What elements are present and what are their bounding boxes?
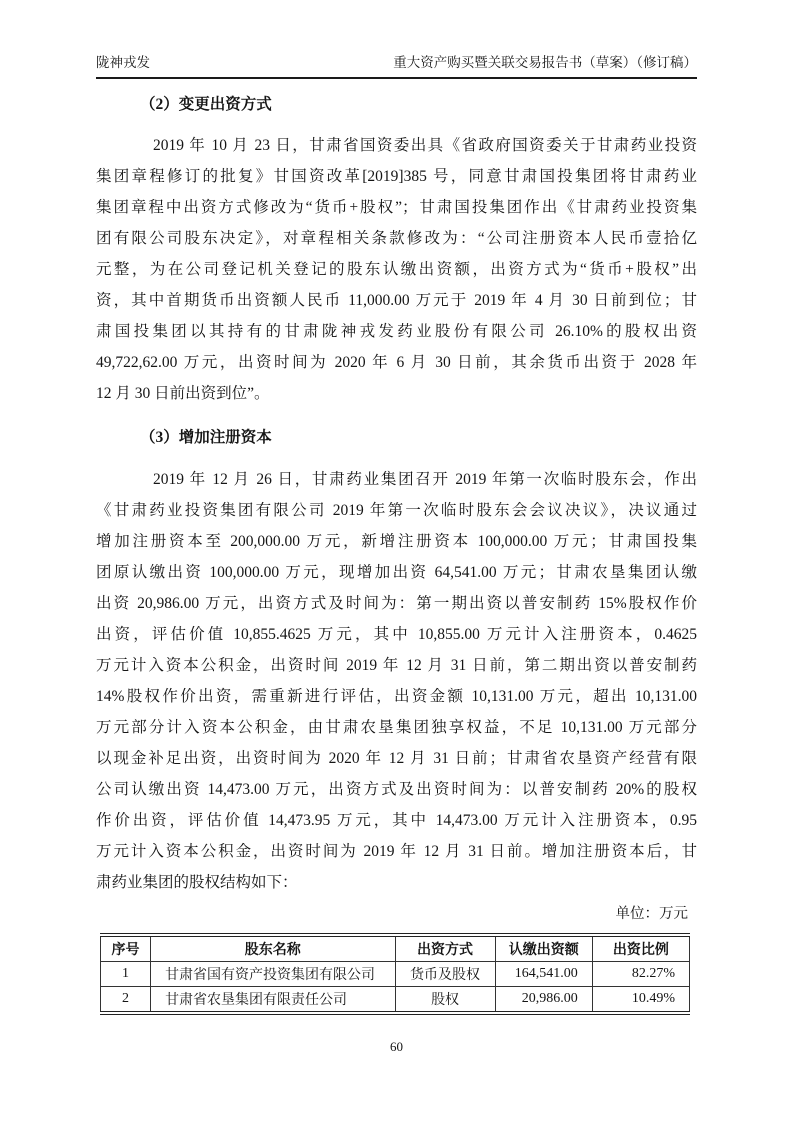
text-line: 出资，评估价值 10,855.4625 万元，其中 10,855.00 万元计入注册资本，0.4625 [96,626,697,643]
col-header-shareholder-name: 股东名称 [151,935,395,962]
col-header-index: 序号 [101,935,151,962]
table-unit-label: 单位：万元 [615,906,688,922]
table-cell: 货币及股权 [395,962,495,987]
text-line: 作价出资，评估价值 14,473.95 万元，其中 14,473.00 万元计入注册资本，0.95 [96,812,697,829]
text-line: 公司认缴出资 14,473.00 万元，出资方式及出资时间为：以普安制药 20%的股权 [96,781,697,798]
text-line: 《甘肃药业投资集团有限公司 2019 年第一次临时股东会会议决议》，决议通过 [96,502,697,519]
text-line: 万元计入资本公积金，出资时间为 2019 年 12 月 31 日前。增加注册资本后，甘 [96,843,697,860]
table-cell: 股权 [395,987,495,1014]
paragraph-change-of-contribution [96,130,697,409]
table-row [101,987,690,1014]
table-body [101,962,690,1014]
text-line: 团有限公司股东决定》，对章程相关条款修改为：“公司注册资本人民币壹拾亿 [96,230,697,247]
section-heading-capital-increase: （3）增加注册资本 [140,429,272,446]
text-line: 出资 20,986.00 万元，出资方式及时间为：第一期出资以普安制药 15%股权作价 [96,595,697,612]
text-line: 肃药业集团的股权结构如下： [96,874,298,891]
table-cell: 10.49% [592,987,689,1014]
col-header-contribution-ratio: 出资比例 [592,935,689,962]
text-line: 14%股权作价出资，需重新进行评估，出资金额 10,131.00 万元，超出 10,131.00 [96,688,697,705]
header-report-title: 重大资产购买暨关联交易报告书（草案）（修订稿） [393,55,697,70]
shareholding-structure-table [100,933,690,1015]
table-row [101,962,690,987]
text-line: 增加注册资本至 200,000.00 万元，新增注册资本 100,000.00 万元；甘肃国投集 [96,533,697,550]
text-line: 12 月 30 日前出资到位”。 [96,385,270,402]
header-company-name: 陇神戎发 [96,55,150,70]
text-line: 2019 年 12 月 26 日，甘肃药业集团召开 2019 年第一次临时股东会，作出 [153,471,697,488]
text-line: 肃国投集团以其持有的甘肃陇神戎发药业股份有限公司 26.10%的股权出资 [96,323,697,340]
section-heading-change-contribution: （2）变更出资方式 [140,96,272,113]
text-line: 资，其中首期货币出资额人民币 11,000.00 万元于 2019 年 4 月 30 日前到位；甘 [96,292,697,309]
table-cell: 甘肃省国有资产投资集团有限公司 [151,962,395,987]
text-line: 2019 年 10 月 23 日，甘肃省国资委出具《省政府国资委关于甘肃药业投资 [153,137,697,154]
page-number: 60 [390,1039,403,1054]
col-header-contribution-method: 出资方式 [395,935,495,962]
text-line: 万元部分计入资本公积金，由甘肃农垦集团独享权益，不足 10,131.00 万元部分 [96,719,697,736]
text-line: 万元计入资本公积金，出资时间 2019 年 12 月 31 日前，第二期出资以普安制药 [96,657,697,674]
page-header [96,54,697,79]
table-cell: 82.27% [592,962,689,987]
table-cell: 1 [101,962,151,987]
table-header-row [101,935,690,962]
col-header-subscribed-amount: 认缴出资额 [495,935,592,962]
text-line: 集团章程修订的批复》甘国资改革[2019]385 号，同意甘肃国投集团将甘肃药业 [96,168,697,185]
table-cell: 2 [101,987,151,1014]
text-line: 元整，为在公司登记机关登记的股东认缴出资额，出资方式为“货币+股权”出 [96,261,697,278]
text-line: 以现金补足出资，出资时间为 2020 年 12 月 31 日前；甘肃省农垦资产经营有限 [96,750,697,767]
text-line: 团原认缴出资 100,000.00 万元，现增加出资 64,541.00 万元；甘肃农垦集团认缴 [96,564,697,581]
table-cell: 164,541.00 [495,962,592,987]
text-line: 集团章程中出资方式修改为“货币+股权”；甘肃国投集团作出《甘肃药业投资集 [96,199,697,216]
table-cell: 20,986.00 [495,987,592,1014]
paragraph-capital-increase [96,464,697,898]
table-cell: 甘肃省农垦集团有限责任公司 [151,987,395,1014]
text-line: 49,722,62.00 万元，出资时间为 2020 年 6 月 30 日前，其余货币出资于 2028 年 [96,354,697,371]
